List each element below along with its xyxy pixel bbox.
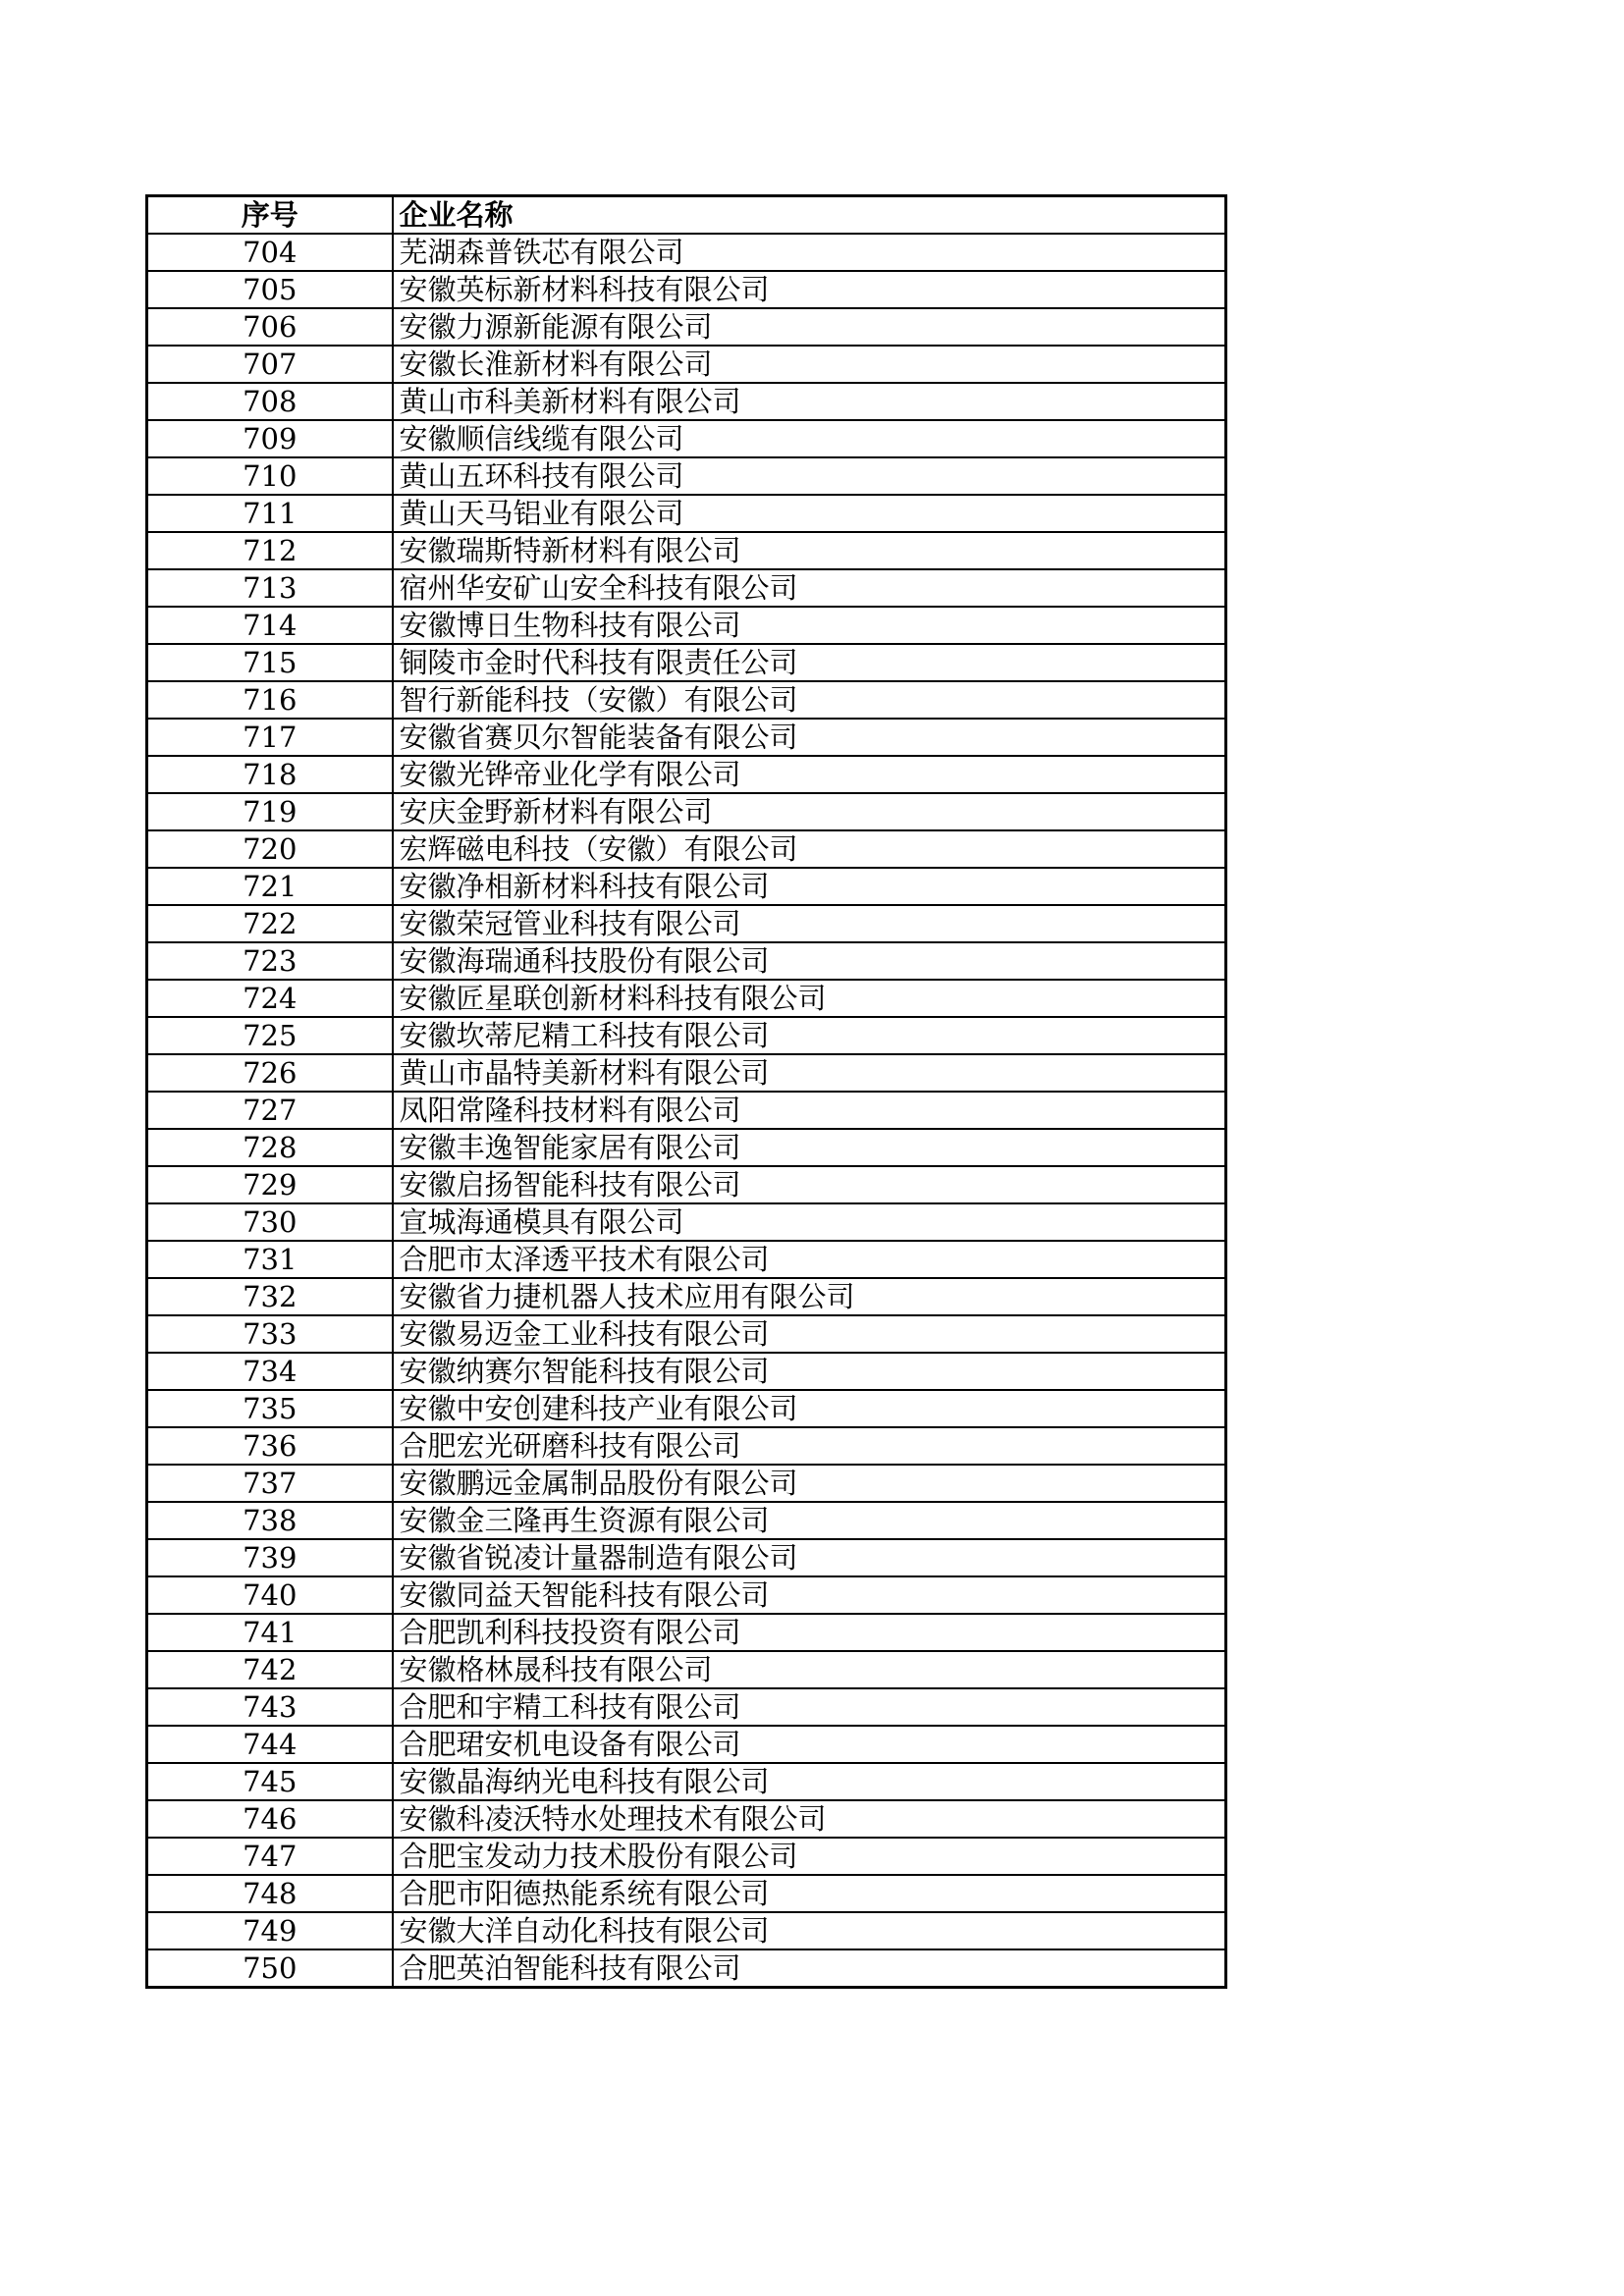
company-name: 安徽省赛贝尔智能装备有限公司 <box>393 719 1226 756</box>
row-index: 739 <box>147 1539 393 1576</box>
table-row <box>147 1465 1226 1502</box>
row-index: 745 <box>147 1763 393 1800</box>
table-row <box>147 1129 1226 1166</box>
company-list-table <box>145 194 1227 1989</box>
row-index: 705 <box>147 271 393 308</box>
table-row <box>147 905 1226 942</box>
row-index: 736 <box>147 1427 393 1465</box>
row-index: 737 <box>147 1465 393 1502</box>
row-index: 722 <box>147 905 393 942</box>
company-name: 安徽中安创建科技产业有限公司 <box>393 1390 1226 1427</box>
row-index: 719 <box>147 793 393 830</box>
row-index: 740 <box>147 1576 393 1614</box>
company-name: 安徽瑞斯特新材料有限公司 <box>393 532 1226 569</box>
column-header-company-name: 企业名称 <box>393 196 1226 235</box>
company-name: 合肥市太泽透平技术有限公司 <box>393 1241 1226 1278</box>
company-name: 合肥宏光研磨科技有限公司 <box>393 1427 1226 1465</box>
company-name: 宣城海通模具有限公司 <box>393 1203 1226 1241</box>
company-name: 宏辉磁电科技（安徽）有限公司 <box>393 830 1226 868</box>
table-row <box>147 793 1226 830</box>
table-row <box>147 457 1226 495</box>
company-name: 安徽长淮新材料有限公司 <box>393 346 1226 383</box>
company-name: 安徽匠星联创新材料科技有限公司 <box>393 980 1226 1017</box>
company-name: 合肥和宇精工科技有限公司 <box>393 1688 1226 1726</box>
row-index: 732 <box>147 1278 393 1315</box>
row-index: 729 <box>147 1166 393 1203</box>
company-name: 芜湖森普铁芯有限公司 <box>393 234 1226 271</box>
row-index: 750 <box>147 1949 393 1988</box>
company-name: 安徽金三隆再生资源有限公司 <box>393 1502 1226 1539</box>
row-index: 707 <box>147 346 393 383</box>
table-row <box>147 1875 1226 1912</box>
row-index: 723 <box>147 942 393 980</box>
row-index: 743 <box>147 1688 393 1726</box>
company-name: 安徽力源新能源有限公司 <box>393 308 1226 346</box>
company-name: 安徽博日生物科技有限公司 <box>393 607 1226 644</box>
company-name: 安徽光铧帝业化学有限公司 <box>393 756 1226 793</box>
table-row <box>147 1763 1226 1800</box>
company-name: 安徽格林晟科技有限公司 <box>393 1651 1226 1688</box>
row-index: 713 <box>147 569 393 607</box>
table-row <box>147 942 1226 980</box>
table-row <box>147 1427 1226 1465</box>
company-name: 安徽丰逸智能家居有限公司 <box>393 1129 1226 1166</box>
table-row <box>147 1726 1226 1763</box>
row-index: 704 <box>147 234 393 271</box>
table-row <box>147 1912 1226 1949</box>
table-row <box>147 607 1226 644</box>
table-row <box>147 1092 1226 1129</box>
row-index: 711 <box>147 495 393 532</box>
table-body <box>147 234 1226 1988</box>
table-row <box>147 868 1226 905</box>
table-row <box>147 1203 1226 1241</box>
table-row <box>147 1353 1226 1390</box>
company-name: 安徽大洋自动化科技有限公司 <box>393 1912 1226 1949</box>
company-name: 黄山天马铝业有限公司 <box>393 495 1226 532</box>
row-index: 730 <box>147 1203 393 1241</box>
table-row <box>147 980 1226 1017</box>
row-index: 718 <box>147 756 393 793</box>
company-name: 安徽纳赛尔智能科技有限公司 <box>393 1353 1226 1390</box>
company-name: 安徽易迈金工业科技有限公司 <box>393 1315 1226 1353</box>
table-row <box>147 569 1226 607</box>
company-name: 合肥宝发动力技术股份有限公司 <box>393 1838 1226 1875</box>
company-name: 黄山市科美新材料有限公司 <box>393 383 1226 420</box>
table-row <box>147 644 1226 681</box>
table-row <box>147 1688 1226 1726</box>
row-index: 731 <box>147 1241 393 1278</box>
company-name: 安徽顺信线缆有限公司 <box>393 420 1226 457</box>
table-row <box>147 532 1226 569</box>
company-name: 合肥英泊智能科技有限公司 <box>393 1949 1226 1988</box>
table-row <box>147 495 1226 532</box>
company-name: 安徽省锐凌计量器制造有限公司 <box>393 1539 1226 1576</box>
row-index: 717 <box>147 719 393 756</box>
row-index: 726 <box>147 1054 393 1092</box>
row-index: 746 <box>147 1800 393 1838</box>
row-index: 725 <box>147 1017 393 1054</box>
company-name: 安徽荣冠管业科技有限公司 <box>393 905 1226 942</box>
row-index: 720 <box>147 830 393 868</box>
table-row <box>147 420 1226 457</box>
company-name: 安徽海瑞通科技股份有限公司 <box>393 942 1226 980</box>
row-index: 724 <box>147 980 393 1017</box>
company-name: 安徽省力捷机器人技术应用有限公司 <box>393 1278 1226 1315</box>
table-row <box>147 1651 1226 1688</box>
table-row <box>147 1390 1226 1427</box>
company-name: 合肥市阳德热能系统有限公司 <box>393 1875 1226 1912</box>
row-index: 734 <box>147 1353 393 1390</box>
row-index: 748 <box>147 1875 393 1912</box>
company-name: 合肥珺安机电设备有限公司 <box>393 1726 1226 1763</box>
column-header-index: 序号 <box>147 196 393 235</box>
row-index: 709 <box>147 420 393 457</box>
company-name: 安庆金野新材料有限公司 <box>393 793 1226 830</box>
table-row <box>147 234 1226 271</box>
company-name: 安徽鹏远金属制品股份有限公司 <box>393 1465 1226 1502</box>
table-header-row <box>147 196 1226 235</box>
table-row <box>147 271 1226 308</box>
company-name: 铜陵市金时代科技有限责任公司 <box>393 644 1226 681</box>
row-index: 715 <box>147 644 393 681</box>
row-index: 712 <box>147 532 393 569</box>
row-index: 744 <box>147 1726 393 1763</box>
row-index: 716 <box>147 681 393 719</box>
company-name: 安徽同益天智能科技有限公司 <box>393 1576 1226 1614</box>
table-row <box>147 1166 1226 1203</box>
company-name: 安徽晶海纳光电科技有限公司 <box>393 1763 1226 1800</box>
table-row <box>147 1241 1226 1278</box>
table-row <box>147 1054 1226 1092</box>
company-name: 凤阳常隆科技材料有限公司 <box>393 1092 1226 1129</box>
company-name: 安徽科凌沃特水处理技术有限公司 <box>393 1800 1226 1838</box>
table-row <box>147 383 1226 420</box>
row-index: 742 <box>147 1651 393 1688</box>
table-row <box>147 1800 1226 1838</box>
row-index: 747 <box>147 1838 393 1875</box>
company-name: 安徽净相新材料科技有限公司 <box>393 868 1226 905</box>
table-row <box>147 830 1226 868</box>
row-index: 735 <box>147 1390 393 1427</box>
row-index: 706 <box>147 308 393 346</box>
company-name: 合肥凯利科技投资有限公司 <box>393 1614 1226 1651</box>
table-row <box>147 1502 1226 1539</box>
table-row <box>147 756 1226 793</box>
table-row <box>147 1539 1226 1576</box>
company-name: 黄山市晶特美新材料有限公司 <box>393 1054 1226 1092</box>
row-index: 727 <box>147 1092 393 1129</box>
table-row <box>147 1614 1226 1651</box>
table-row <box>147 1315 1226 1353</box>
row-index: 728 <box>147 1129 393 1166</box>
table-row <box>147 1949 1226 1988</box>
table-row <box>147 1576 1226 1614</box>
row-index: 749 <box>147 1912 393 1949</box>
table-row <box>147 1278 1226 1315</box>
table-row <box>147 346 1226 383</box>
row-index: 733 <box>147 1315 393 1353</box>
table-row <box>147 681 1226 719</box>
table-row <box>147 1017 1226 1054</box>
company-name: 智行新能科技（安徽）有限公司 <box>393 681 1226 719</box>
row-index: 714 <box>147 607 393 644</box>
row-index: 708 <box>147 383 393 420</box>
row-index: 741 <box>147 1614 393 1651</box>
company-name: 黄山五环科技有限公司 <box>393 457 1226 495</box>
company-name: 安徽启扬智能科技有限公司 <box>393 1166 1226 1203</box>
row-index: 738 <box>147 1502 393 1539</box>
company-name: 安徽英标新材料科技有限公司 <box>393 271 1226 308</box>
table-row <box>147 308 1226 346</box>
company-name: 安徽坎蒂尼精工科技有限公司 <box>393 1017 1226 1054</box>
table-row <box>147 719 1226 756</box>
row-index: 710 <box>147 457 393 495</box>
row-index: 721 <box>147 868 393 905</box>
company-name: 宿州华安矿山安全科技有限公司 <box>393 569 1226 607</box>
table-row <box>147 1838 1226 1875</box>
